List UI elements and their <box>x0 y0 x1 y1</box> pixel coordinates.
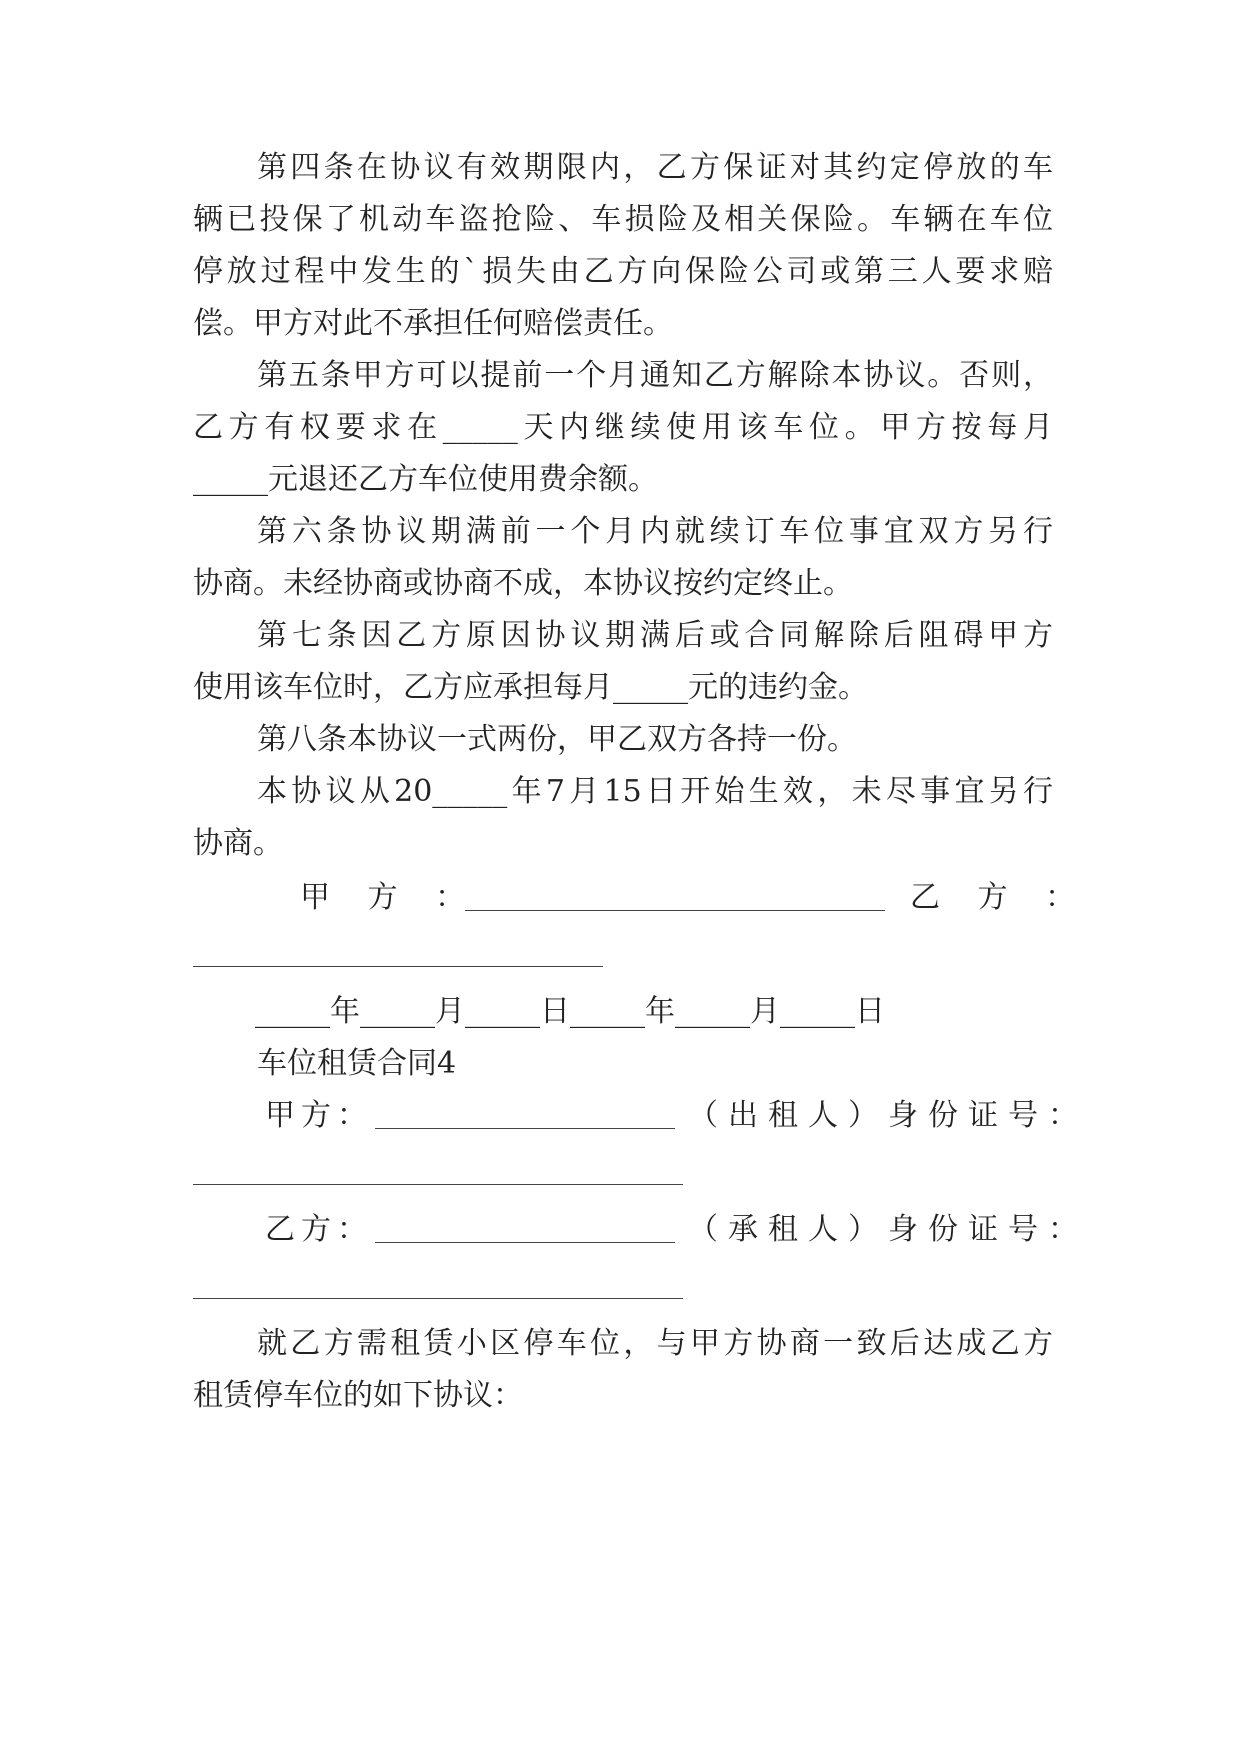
article-5-line-3: _____元退还乙方车位使用费余额。 <box>193 462 658 497</box>
contract-4-party-b-id-line <box>193 1298 683 1299</box>
party-b-signature-label: 乙 方 ： <box>910 880 1090 915</box>
article-5-line-1: 第五条甲方可以提前一个月通知乙方解除本协议。否则， <box>257 358 1053 393</box>
article-4-line-4: 偿。甲方对此不承担任何赔偿责任。 <box>193 306 673 341</box>
contract-4-party-a-id-line <box>193 1184 683 1185</box>
article-4-line-3: 停放过程中发生的`损失由乙方向保险公司或第三人要求赔 <box>193 254 1053 289</box>
article-6-line-1: 第六条协议期满前一个月内就续订车位事宜双方另行 <box>257 514 1053 549</box>
effective-line-1: 本协议从20_____年7月15日开始生效，未尽事宜另行 <box>257 774 1053 809</box>
party-a-signature-line <box>465 910 885 911</box>
contract-4-party-b-label: 乙方： <box>265 1212 373 1247</box>
article-7-line-1: 第七条因乙方原因协议期满后或合同解除后阻碍甲方 <box>257 618 1053 653</box>
article-4-line-2: 辆已投保了机动车盗抢险、车损险及相关保险。车辆在车位 <box>193 202 1053 237</box>
contract-4-intro-line-1: 就乙方需租赁小区停车位，与甲方协商一致后达成乙方 <box>257 1326 1053 1361</box>
contract-4-title: 车位租赁合同4 <box>257 1046 457 1081</box>
party-a-signature-label: 甲 方 ： <box>300 880 480 915</box>
signature-date-line: _____年_____月_____日_____年_____月_____日 <box>255 994 885 1029</box>
contract-4-party-a-label: 甲方： <box>265 1098 373 1133</box>
contract-4-party-b-role: （承租人）身份证号： <box>688 1212 1088 1247</box>
effective-line-2: 协商。 <box>193 826 283 861</box>
contract-4-intro-line-2: 租赁停车位的如下协议： <box>193 1378 523 1413</box>
contract-4-party-b-name-line <box>375 1242 675 1243</box>
article-6-line-2: 协商。未经协商或协商不成，本协议按约定终止。 <box>193 566 853 601</box>
article-8-line-1: 第八条本协议一式两份，甲乙双方各持一份。 <box>257 722 857 757</box>
contract-4-party-a-name-line <box>375 1128 675 1129</box>
article-5-line-2: 乙方有权要求在_____天内继续使用该车位。甲方按每月 <box>193 410 1053 445</box>
article-7-line-2: 使用该车位时，乙方应承担每月_____元的违约金。 <box>193 670 868 705</box>
party-b-signature-line <box>193 966 603 967</box>
article-4-line-1: 第四条在协议有效期限内，乙方保证对其约定停放的车 <box>257 150 1053 185</box>
contract-4-party-a-role: （出租人）身份证号： <box>688 1098 1088 1133</box>
